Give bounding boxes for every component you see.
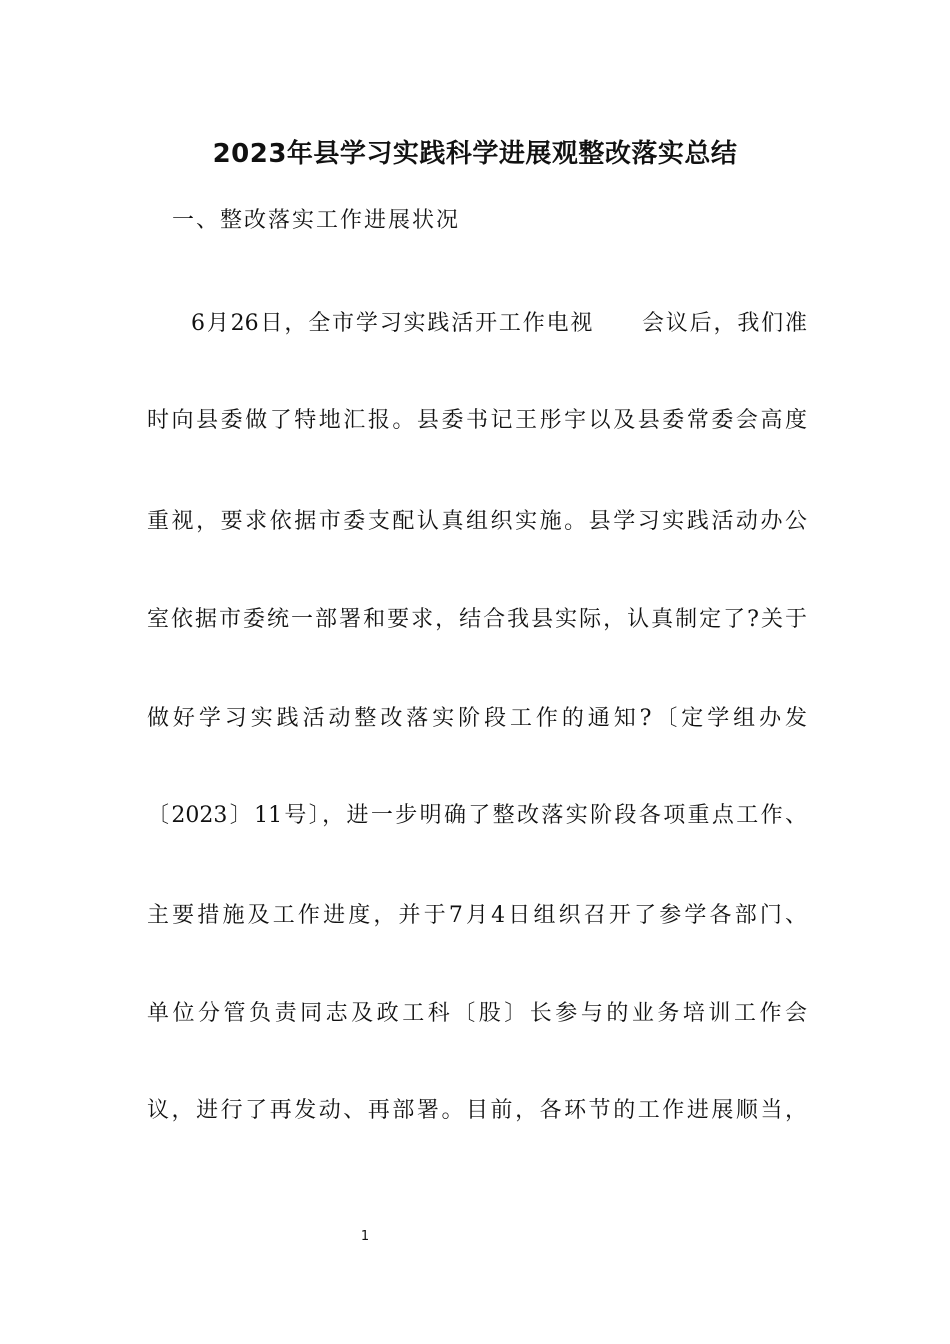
document-title: 2023年县学习实践科学进展观整改落实总结 — [212, 139, 738, 169]
page-number: 1 — [360, 1229, 370, 1244]
paragraph-line: 单位分管负责同志及政工科〔股〕长参与的业务培训工作会 — [147, 1001, 807, 1026]
paragraph-line: 时向县委做了特地汇报。县委书记王彤宇以及县委常委会高度 — [147, 408, 807, 433]
paragraph-line: 做好学习实践活动整改落实阶段工作的通知?〔定学组办发 — [147, 706, 807, 731]
paragraph-line: 重视，要求依据市委支配认真组织实施。县学习实践活动办公 — [147, 509, 807, 534]
paragraph-line: 室依据市委统一部署和要求，结合我县实际，认真制定了?关于 — [147, 607, 807, 632]
section-heading: 一、整改落实工作进展状况 — [172, 208, 461, 233]
paragraph-line: 〔2023〕11号〕，进一步明确了整改落实阶段各项重点工作、 — [147, 803, 807, 828]
paragraph-line: 6月26日，全市学习实践活开工作电视 会议后，我们准 — [191, 311, 807, 336]
paragraph-line: 主要措施及工作进度，并于7月4日组织召开了参学各部门、 — [147, 903, 807, 928]
paragraph-line: 议，进行了再发动、再部署。目前，各环节的工作进展顺当， — [147, 1098, 807, 1123]
